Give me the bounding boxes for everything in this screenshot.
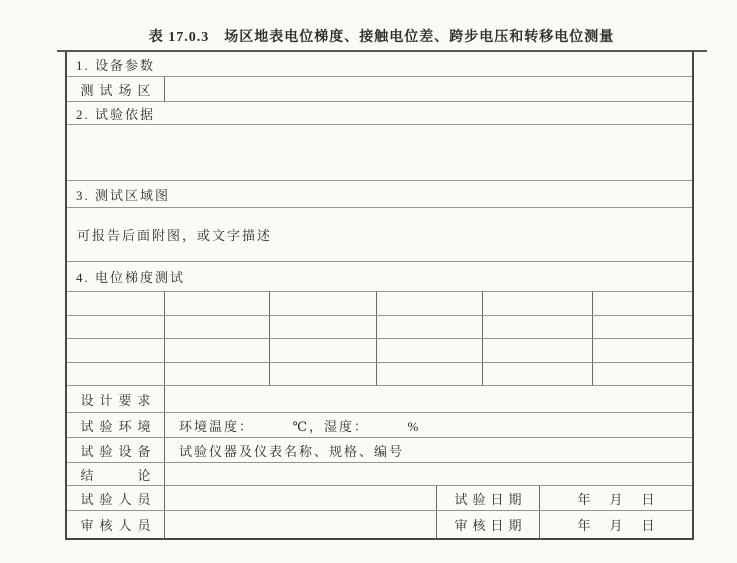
test-personnel-label: 试验人员 [67, 486, 165, 510]
grid-row [67, 339, 692, 363]
section3-header: 3. 测试区域图 [76, 187, 171, 203]
review-personnel-value [165, 511, 437, 538]
grid-row [67, 292, 692, 316]
grid-cell [165, 316, 270, 338]
table-row [67, 102, 692, 125]
design-requirements-value [165, 386, 692, 412]
grid-cell [377, 339, 483, 362]
review-personnel-label: 审核人员 [67, 511, 165, 538]
grid-cell [483, 292, 593, 315]
table-row [67, 77, 692, 102]
test-equipment-value: 试验仪器及仪表名称、规格、编号 [179, 443, 405, 459]
grid-cell [270, 292, 377, 315]
grid-cell [67, 316, 165, 338]
grid-cell [593, 363, 692, 385]
table-row [67, 463, 692, 486]
grid-cell [593, 339, 692, 362]
section2-header: 2. 试验依据 [76, 106, 156, 122]
grid-cell [377, 316, 483, 338]
test-area-label: 测试场区 [67, 77, 165, 101]
section1-header: 1. 设备参数 [76, 57, 156, 73]
table-row [67, 511, 692, 538]
grid-row [67, 316, 692, 339]
test-equipment-label: 试验设备 [67, 438, 165, 462]
grid-cell [593, 292, 692, 315]
conclusion-label: 结 论 [67, 463, 165, 485]
table-row [67, 181, 692, 208]
table-row [67, 208, 692, 262]
test-personnel-value [165, 486, 437, 510]
grid-cell [165, 292, 270, 315]
grid-cell [165, 363, 270, 385]
grid-cell [377, 363, 483, 385]
review-date-label: 审核日期 [437, 511, 540, 538]
design-requirements-label: 设计要求 [67, 386, 165, 412]
grid-cell [67, 292, 165, 315]
table-title: 表 17.0.3 场区地表电位梯度、接触电位差、跨步电压和转移电位测量 [148, 30, 615, 45]
grid-cell [593, 316, 692, 338]
table-row [67, 52, 692, 77]
area-map-note: 可报告后面附图，或文字描述 [77, 228, 273, 243]
table-row [67, 262, 692, 292]
grid-cell [270, 363, 377, 385]
table-row [67, 486, 692, 511]
test-date-label: 试验日期 [437, 486, 540, 510]
grid-cell [483, 363, 593, 385]
test-area-value [165, 77, 692, 101]
grid-cell [67, 339, 165, 362]
grid-row [67, 363, 692, 386]
form-table [65, 52, 694, 540]
test-basis-content [67, 125, 692, 180]
grid-cell [270, 316, 377, 338]
table-row [67, 125, 692, 181]
test-environment-label: 试验环境 [67, 413, 165, 437]
test-date-value: 年 月 日 [577, 491, 658, 507]
section4-header: 4. 电位梯度测试 [76, 270, 186, 285]
grid-cell [67, 363, 165, 385]
grid-cell [377, 292, 483, 315]
table-row [67, 438, 692, 463]
conclusion-value [165, 463, 692, 485]
grid-cell [270, 339, 377, 362]
grid-cell [483, 316, 593, 338]
grid-cell [165, 339, 270, 362]
table-row [67, 413, 692, 438]
grid-cell [483, 339, 593, 362]
review-date-value: 年 月 日 [577, 518, 658, 533]
table-row [67, 386, 692, 413]
test-environment-value: 环境温度： ℃，湿度： % [179, 418, 421, 434]
